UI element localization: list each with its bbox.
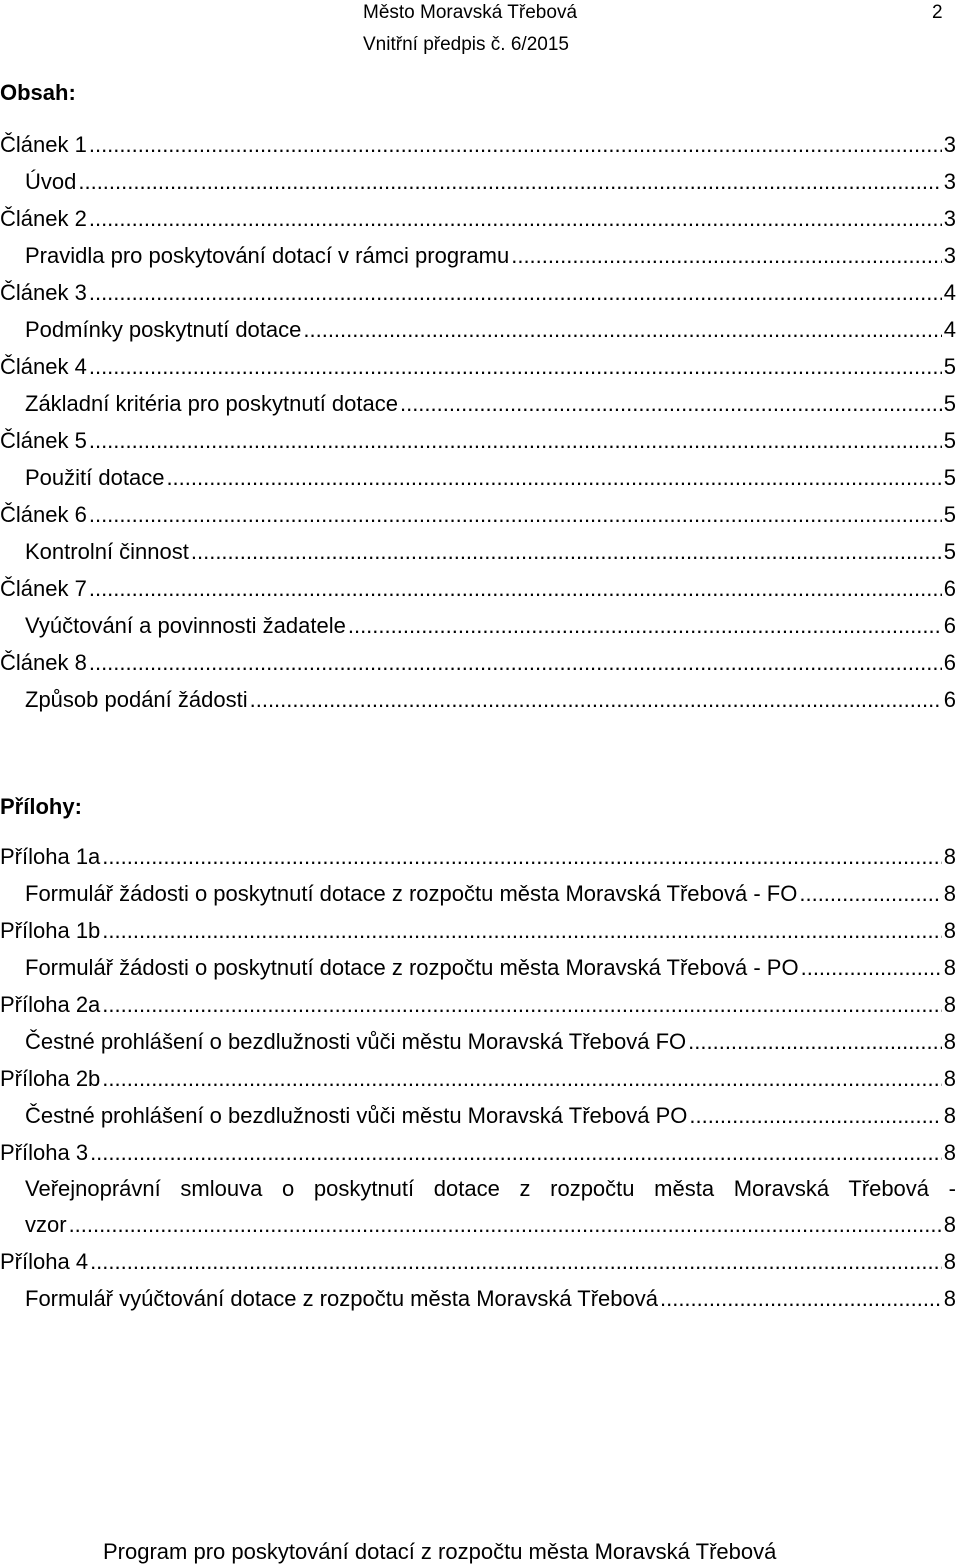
- toc-entry-label: Vyúčtování a povinnosti žadatele: [25, 613, 346, 638]
- toc-entry-page: 5: [943, 539, 956, 564]
- toc-entry[interactable]: [25, 389, 956, 419]
- toc-entry-label: Pravidla pro poskytování dotací v rámci programu: [25, 243, 510, 268]
- toc-entry-page: 5: [943, 502, 956, 527]
- toc-entry-label: Čestné prohlášení o bezdlužnosti vůči městu Moravská Třebová FO: [25, 1029, 687, 1054]
- dot-leader: [89, 648, 942, 678]
- toc-entry-page: 8: [943, 955, 956, 980]
- toc-entry-label: vzor: [25, 1212, 67, 1237]
- toc-entry-page: 5: [943, 391, 956, 416]
- toc-entry[interactable]: [0, 426, 956, 456]
- footer-text: Program pro poskytování dotací z rozpočtu města Moravská Třebová: [103, 1539, 777, 1564]
- toc-entry-label: Čestné prohlášení o bezdlužnosti vůči městu Moravská Třebová PO: [25, 1103, 688, 1128]
- toc-entry[interactable]: [0, 1138, 956, 1168]
- toc-entry[interactable]: [25, 1101, 956, 1131]
- dot-leader: [90, 1138, 942, 1168]
- dot-leader: [89, 278, 942, 308]
- toc-entry-label: Podmínky poskytnutí dotace: [25, 317, 302, 342]
- toc-entry-label: Příloha 3: [0, 1140, 89, 1165]
- toc-entry[interactable]: [0, 352, 956, 382]
- contents-heading: Obsah:: [0, 80, 76, 105]
- dot-leader: [90, 1247, 942, 1277]
- toc-entry[interactable]: [0, 1064, 956, 1094]
- toc-entry[interactable]: [25, 953, 956, 983]
- toc-entry[interactable]: [0, 574, 956, 604]
- dot-leader: [689, 1101, 941, 1131]
- toc-entry-page: 8: [943, 1212, 956, 1237]
- toc-entry[interactable]: [25, 611, 956, 641]
- toc-entry-page: 8: [943, 844, 956, 869]
- toc-entry-label: Článek 7: [0, 576, 87, 601]
- toc-entry-page: 8: [943, 1066, 956, 1091]
- toc-entry-label: Článek 6: [0, 502, 87, 527]
- toc-entry-label: Článek 2: [0, 206, 87, 231]
- toc-entry-label: Formulář vyúčtování dotace z rozpočtu města Moravská Třebová: [25, 1286, 658, 1311]
- dot-leader: [799, 879, 941, 909]
- header-town: Město Moravská Třebová: [363, 2, 578, 23]
- toc-entry[interactable]: [25, 1284, 956, 1314]
- toc-entry-page: 8: [943, 881, 956, 906]
- toc-entry-label: Článek 8: [0, 650, 87, 675]
- dot-leader: [102, 990, 941, 1020]
- dot-leader: [688, 1027, 942, 1057]
- dot-leader: [303, 315, 941, 345]
- dot-leader: [250, 685, 942, 715]
- toc-entry-page: 5: [943, 465, 956, 490]
- toc-entry-page: 4: [943, 280, 956, 305]
- toc-entry-label: Použití dotace: [25, 465, 165, 490]
- dot-leader: [191, 537, 942, 567]
- toc-entry-label: Článek 3: [0, 280, 87, 305]
- toc-entry-label: Článek 5: [0, 428, 87, 453]
- toc-entry-page: 8: [943, 918, 956, 943]
- toc-entry-label: Příloha 4: [0, 1249, 89, 1274]
- dot-leader: [89, 426, 942, 456]
- toc-entry-label: Formulář žádosti o poskytnutí dotace z rozpočtu města Moravská Třebová - PO: [25, 955, 799, 980]
- toc-entry-label: Kontrolní činnost: [25, 539, 189, 564]
- toc-entry-page: 8: [943, 1249, 956, 1274]
- toc-entry[interactable]: [0, 204, 956, 234]
- toc-entry-page: 8: [943, 1029, 956, 1054]
- toc-entry[interactable]: [25, 537, 956, 567]
- toc-entry-label: Příloha 2a: [0, 992, 101, 1017]
- toc-entry[interactable]: [25, 241, 956, 271]
- dot-leader: [78, 167, 941, 197]
- toc-entry[interactable]: [0, 278, 956, 308]
- toc-entry[interactable]: [0, 500, 956, 530]
- dot-leader: [348, 611, 942, 641]
- toc-entry-page: 3: [943, 206, 956, 231]
- dot-leader: [89, 204, 942, 234]
- toc-entry-label: Úvod: [25, 169, 77, 194]
- dot-leader: [89, 574, 942, 604]
- dot-leader: [102, 1064, 941, 1094]
- toc-entry-page: 8: [943, 1103, 956, 1128]
- toc-entry[interactable]: [25, 315, 956, 345]
- toc-entry-page: 5: [943, 354, 956, 379]
- dot-leader: [400, 389, 942, 419]
- toc-entry-page: 6: [943, 687, 956, 712]
- dot-leader: [102, 916, 941, 946]
- dot-leader: [89, 130, 942, 160]
- dot-leader: [801, 953, 942, 983]
- toc-entry[interactable]: [25, 463, 956, 493]
- toc-entry-page: 3: [943, 243, 956, 268]
- toc-entry-page: 6: [943, 650, 956, 675]
- page-number: 2: [932, 2, 943, 23]
- dot-leader: [89, 500, 942, 530]
- dot-leader: [102, 842, 941, 872]
- toc-entry[interactable]: [25, 685, 956, 715]
- toc-entry[interactable]: [25, 879, 956, 909]
- toc-entry-page: 5: [943, 428, 956, 453]
- toc-entry[interactable]: [0, 842, 956, 872]
- toc-entry-page: 6: [943, 613, 956, 638]
- toc-entry[interactable]: [0, 990, 956, 1020]
- toc-entry-label: Způsob podání žádosti: [25, 687, 248, 712]
- toc-entry[interactable]: [25, 1027, 956, 1057]
- toc-entry-label: Příloha 1a: [0, 844, 101, 869]
- toc-entry-page: 3: [943, 132, 956, 157]
- dot-leader: [660, 1284, 942, 1314]
- toc-entry[interactable]: [0, 648, 956, 678]
- header-regulation: Vnitřní předpis č. 6/2015: [363, 34, 569, 55]
- toc-entry[interactable]: [25, 167, 956, 197]
- toc-entry-page: 8: [943, 992, 956, 1017]
- toc-entry-page: 4: [943, 317, 956, 342]
- dot-leader: [511, 241, 942, 271]
- toc-entry-label: Článek 4: [0, 354, 87, 379]
- dot-leader: [166, 463, 941, 493]
- toc-entry-page: 6: [943, 576, 956, 601]
- toc-entry-contract-line2[interactable]: [25, 1210, 956, 1240]
- toc-entry-label: Příloha 1b: [0, 918, 101, 943]
- toc-entry-page: 3: [943, 169, 956, 194]
- toc-entry-page: 8: [943, 1286, 956, 1311]
- toc-entry-contract-line1[interactable]: Veřejnoprávní smlouva o poskytnutí dotace z rozpočtu města Moravská Třebová -: [25, 1176, 956, 1201]
- toc-entry-label: Příloha 2b: [0, 1066, 101, 1091]
- dot-leader: [89, 352, 942, 382]
- toc-entry-page: 8: [943, 1140, 956, 1165]
- attachments-heading: Přílohy:: [0, 794, 82, 819]
- toc-entry-label: Formulář žádosti o poskytnutí dotace z rozpočtu města Moravská Třebová - FO: [25, 881, 798, 906]
- dot-leader: [69, 1210, 942, 1240]
- toc-entry-label: Článek 1: [0, 132, 87, 157]
- toc-entry[interactable]: [0, 130, 956, 160]
- toc-entry[interactable]: [0, 1247, 956, 1277]
- toc-entry[interactable]: [0, 916, 956, 946]
- toc-entry-label: Základní kritéria pro poskytnutí dotace: [25, 391, 398, 416]
